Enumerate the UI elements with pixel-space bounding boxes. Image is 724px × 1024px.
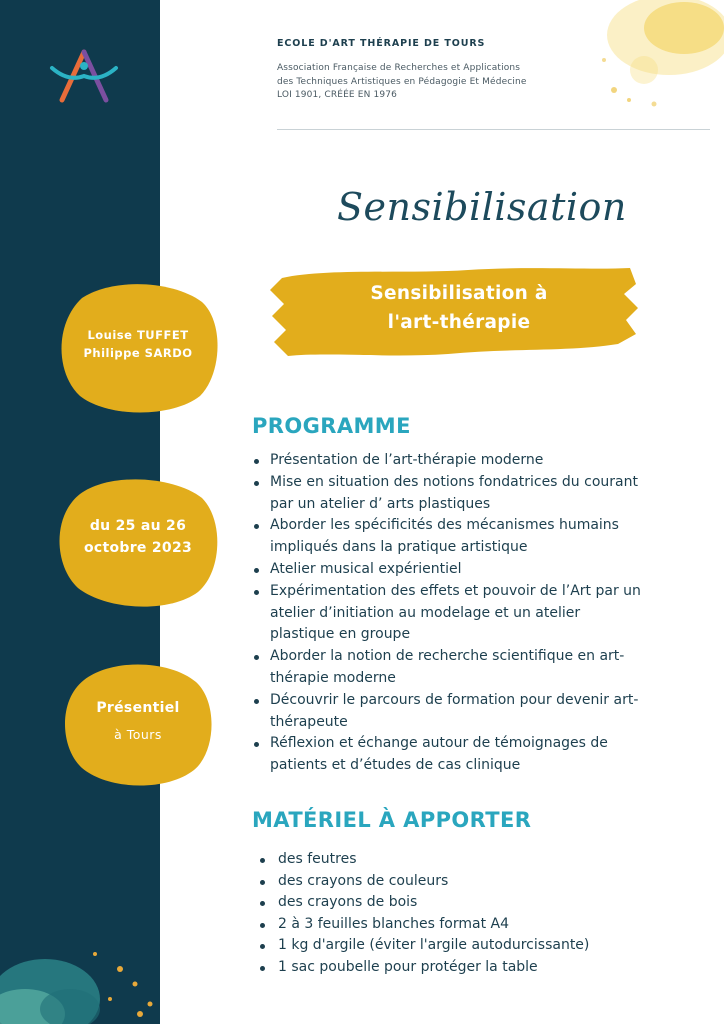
programme-item-line: atelier d’initiation au modelage et un atelier [270, 604, 581, 621]
materiel-heading: MATÉRIEL À APPORTER [252, 808, 532, 832]
banner-line: l'art-thérapie [387, 312, 531, 333]
materiel-item [260, 892, 700, 914]
programme-item-line: Présentation de l’art-thérapie moderne [270, 452, 544, 468]
script-title: Sensibilisation [337, 185, 627, 229]
school-logo-icon [48, 48, 120, 104]
header [277, 38, 697, 103]
location-blob [58, 658, 218, 790]
programme-item [254, 559, 694, 581]
programme-list [254, 450, 694, 777]
association-description [277, 62, 697, 103]
banner-title [268, 279, 650, 337]
materiel-item [260, 935, 700, 957]
dates-line: du 25 au 26 [89, 518, 187, 534]
location-text: à Tours [114, 727, 162, 742]
bullet-icon [260, 944, 265, 949]
materiel-item-text: 2 à 3 feuilles blanches format A4 [278, 915, 509, 932]
bullet-icon [254, 459, 259, 464]
header-divider [277, 129, 710, 130]
programme-item [254, 515, 694, 559]
bullet-icon [254, 590, 259, 595]
materiel-list [260, 849, 700, 979]
programme-item [254, 472, 694, 516]
materiel-item-text: 1 sac poubelle pour protéger la table [278, 958, 538, 975]
programme-item [254, 581, 694, 646]
association-line: des Techniques Artistiques en Pédagogie Et Médecine [277, 76, 527, 87]
programme-item-line: par un atelier d’ arts plastiques [270, 495, 491, 512]
programme-item-line: thérapeute [270, 713, 348, 730]
programme-item-line: impliqués dans la pratique artistique [270, 539, 528, 556]
dates-text [52, 515, 224, 559]
programme-item [254, 733, 694, 777]
bullet-icon [254, 742, 259, 747]
programme-item-line: plastique en groupe [270, 626, 411, 643]
programme-item [254, 646, 694, 690]
banner-line: Sensibilisation à [370, 283, 548, 304]
bullet-icon [260, 901, 265, 906]
bullet-icon [260, 858, 265, 863]
materiel-item [260, 849, 700, 871]
bullet-icon [260, 923, 265, 928]
materiel-item-text: des crayons de couleurs [278, 872, 449, 889]
watercolor-splash-bottom [0, 914, 170, 1024]
bullet-icon [254, 481, 259, 486]
mode-text: Présentiel [96, 700, 180, 716]
materiel-item [260, 957, 700, 979]
school-name: ECOLE D'ART THÉRAPIE DE TOURS [277, 38, 486, 49]
programme-item [254, 450, 694, 472]
bullet-icon [254, 699, 259, 704]
programme-item-line: Réflexion et échange autour de témoignages de [270, 735, 608, 752]
speakers-text [52, 326, 224, 362]
association-line: Association Française de Recherches et Applications [277, 63, 521, 73]
programme-item-line: Expérimentation des effets et pouvoir de l’Art par un [270, 582, 641, 599]
dates-line: octobre 2023 [83, 540, 193, 556]
bullet-icon [260, 880, 265, 885]
bullet-icon [254, 655, 259, 660]
programme-item-line: Mise en situation des notions fondatrices du courant [270, 473, 638, 490]
bullet-icon [254, 524, 259, 529]
materiel-item [260, 914, 700, 936]
bullet-icon [260, 966, 265, 971]
programme-heading: PROGRAMME [252, 414, 411, 438]
materiel-item-text: des crayons de bois [278, 894, 418, 911]
programme-item-line: Aborder les spécificités des mécanismes humains [270, 517, 619, 534]
programme-item-line: Atelier musical expérientiel [270, 560, 462, 577]
bullet-icon [254, 568, 259, 573]
programme-item-line: Découvrir le parcours de formation pour devenir art- [270, 691, 639, 708]
programme-item-line: Aborder la notion de recherche scientifique en art- [270, 648, 625, 665]
programme-item [254, 690, 694, 734]
speaker-name: Louise TUFFET [87, 328, 189, 342]
programme-item-line: thérapie moderne [270, 669, 396, 686]
speaker-name: Philippe SARDO [83, 346, 193, 360]
programme-item-line: patients et d’études de cas clinique [270, 757, 521, 774]
materiel-item-text: 1 kg d'argile (éviter l'argile autodurcissante) [278, 937, 590, 954]
materiel-item-text: des feutres [278, 851, 357, 867]
materiel-item [260, 871, 700, 893]
association-line: LOI 1901, CRÉÉE EN 1976 [277, 90, 398, 100]
